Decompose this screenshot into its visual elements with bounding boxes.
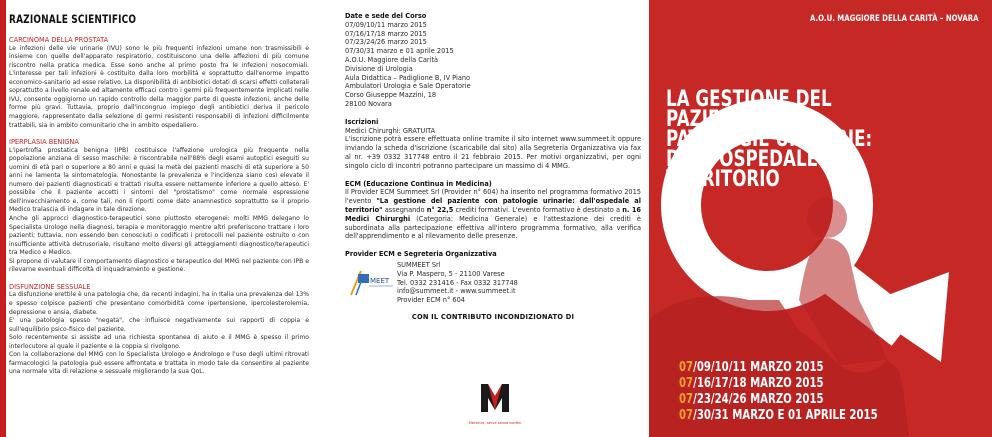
provider-line: Provider ECM n° 604	[397, 296, 465, 305]
cover-panel	[649, 0, 992, 437]
venue-line: Ambulatori Urologia e Sale Operatorie	[345, 82, 471, 91]
date-day: 07	[679, 376, 694, 391]
venue-line: 07/30/31 marzo e 01 aprile 2015	[345, 47, 454, 56]
venue-line: A.O.U. Maggiore della Carità	[345, 55, 439, 64]
section-text: La disfunzione erettile è una patologia che, da recenti indagini, ha in Italia una prevalenza del 13% e spesso colpisce pazienti che presentano comorbidità come ipertensione, ipercolesterolemia, depressione o ansia, diabete. E' una patologia spesso "negata", che influisce negativamente sui rapporti di coppia e sull'equilibrio psico-fisico del paziente. Solo recentemente si assiste ad una richiesta spontanea di aiuto e il MMG è spesso il primo interlocutore al quale il paziente e la coppia si rivolgono. Con la collaborazione del MMG con lo Specialista Urologo e Andrologo e l'uso degli ultimi ritrovati farmacologici la patologia può essere affrontata e trattata in modo tale da consentire al paziente una normale vita di relazione e sessuale migliorando la sua QoL.	[9, 291, 310, 376]
sponsor-logo	[468, 380, 522, 430]
registration-title: Iscrizioni	[345, 117, 379, 126]
section-title: CARCINOMA DELLA PROSTATA	[9, 36, 109, 44]
date-rest: /23/24/26 MARZO 2015	[693, 392, 824, 407]
scientific-rationale-column	[9, 12, 309, 385]
rationale-heading: RAZIONALE SCIENTIFICO	[9, 12, 137, 26]
ecm-course-name: "La gestione del paziente con patologie urinarie: dall'ospedale al territorio"	[345, 197, 641, 214]
section-title: DISFUNZIONE SESSUALE	[9, 282, 91, 291]
date-rest: /30/31 MARZO E 01 APRILE 2015	[693, 408, 878, 423]
registration-fee: Medici Chirurghi: GRATUITA	[345, 126, 436, 135]
sponsor-caption: CON IL CONTRIBUTO INCONDIZIONATO DI	[411, 312, 575, 321]
venue-line: 28100 Novara	[345, 99, 392, 108]
date-day: 07	[679, 360, 694, 375]
venue-title: Date e sede del Corso	[345, 12, 427, 20]
title-line: DALL'OSPEDALE AL	[666, 147, 848, 172]
ecm-text-part: Il Provider ECM Summeet Srl (Provider n° 604) ha inserito nel programma formativo 2015 l'evento	[345, 188, 641, 206]
date-day: 07	[679, 392, 694, 407]
date-rest: /16/17/18 MARZO 2015	[693, 376, 824, 391]
summeet-logo	[347, 268, 399, 298]
section-text: L'ipertrofia prostatica benigna (IPB) costituisce l'affezione urologica più frequente nella popolazione anziana di sesso maschile: è riscontrabile nell'88% degli esami autoptici eseguiti su uomini di età pari o superiore a 80 anni e quasi la metà dei pazienti maschi di età superiore a 50 anni ne lamenta la sintomatologia. Nonostante la prevalenza e l'incidenza siano così elevate il numero dei pazienti diagnosticati e trattati risulta essere nettamente inferiore a quello atteso. E' possibile che il paziente accetti i sintomi del "prostatismo" come normale espressione dell'invecchiamento e, come tali, non li riporti come dato anamnestico soprattutto se il proprio Medico tralascia di indagare in tale direzione. Anche gli approcci diagnostico-terapeutici sono piuttosto eterogenei: molti MMG delegano lo Specialista Urologo nella diagnosi, terapia e monitoraggio mentre altri preferiscono trattare i loro pazienti; tuttavia, non essendo ben conosciuti o codificati i protocolli nel paziente ostruito o con insufficiente attività detrusoriale, risultano molto diversi gli atteggiamenti diagnostico/terapeutici tra Medico e Medico. Si propone di valutare il comportamento diagnostico e terapeutico del MMG nel paziente con IPB e rilevarne eventuali difficoltà di inquadramento e gestione.	[9, 146, 309, 274]
course-dates	[679, 360, 878, 424]
ecm-block	[345, 180, 641, 242]
date-row	[679, 360, 878, 376]
section-title: IPERPLASIA BENIGNA	[9, 138, 79, 147]
ecm-text-part: assegnando	[382, 205, 427, 214]
provider-line: Tel. 0332 231416 - Fax 0332 317748	[397, 278, 518, 287]
provider-details	[397, 261, 641, 305]
venue-block	[345, 12, 641, 109]
date-rest: /09/10/11 MARZO 2015	[693, 360, 824, 375]
provider-block	[345, 250, 641, 305]
date-row	[679, 392, 878, 408]
venue-line: 07/16/17/18 marzo 2015	[345, 29, 427, 38]
venue-line: Aula Didattica – Padiglione B, IV Piano	[345, 73, 471, 82]
title-line: TERRITORIO	[666, 167, 780, 192]
ecm-text-part: crediti formativi. L'evento formativo è destinato a	[453, 205, 623, 214]
venue-line: Divisione di Urologia	[345, 64, 413, 73]
hospital-name: A.O.U. MAGGIORE DELLA CARITÀ – NOVARA	[809, 14, 978, 24]
provider-line: Via P. Maspero, 5 - 21100 Varese	[397, 269, 505, 278]
course-info-column	[345, 12, 641, 322]
ecm-text-part: (Categoria: Medicina Generale) e l'attestazione dei crediti è subordinata alla partecipazione effettiva all'intero programma formativo, alla verifica dell'apprendimento e al rilevamento delle presenze.	[345, 214, 641, 241]
left-red-strip	[0, 0, 6, 437]
title-line: LA GESTIONE DEL	[666, 87, 832, 112]
svg-text:Mecenici, serve senza confini: Mecenici, serve senza confini	[468, 421, 522, 425]
section-text: Le infezioni delle vie urinarie (IVU) sono le più frequenti infezioni umane non trasmissibili e insieme con quelle dell'apparato respiratorio, costituiscono una delle affezioni di più comune riscontro nella pratica medica. Esse sono anche al primo posto fra le infezioni nosocomiali. L'interesse per tali infezioni è costituito dalla loro morbilità e soprattutto dall'enorme impatto economico-sanitario ad esse relativo. La disponibilità di antibiotici dotati di scarsi effetti collaterali soprattutto a livello renale ed altamente efficaci contro i germi più frequentemente implicati nelle IVU, consente oggigiorno un rapido controllo della maggior parte di queste infezioni, anche delle forme più gravi. Tuttavia, proprio dall'incongruo impiego degli antibiotici deriva il pericolo maggiore, rappresentato dalla selezione di germi resistenti responsabili di infezioni difficilmente trattabili, sia in ambito comunitario che in ambito ospedaliero.	[9, 44, 309, 129]
date-day: 07	[679, 408, 694, 423]
provider-title: Provider ECM e Segreteria Organizzativa	[345, 250, 497, 259]
venue-line: 07/09/10/11 marzo 2015	[345, 20, 427, 29]
title-line: PATOLOGIE URINARIE:	[666, 127, 873, 152]
provider-line: info@summeet.it - www.summeet.it	[397, 287, 516, 296]
registration-block	[345, 118, 641, 171]
provider-line: SUMMEET Srl	[397, 260, 441, 269]
ecm-text	[345, 188, 641, 241]
ecm-credits: n° 22,5	[426, 205, 454, 214]
course-title	[666, 87, 917, 192]
section-sexual-dysfunction	[9, 283, 309, 377]
date-row	[679, 408, 878, 424]
ecm-title: ECM (Educazione Continua in Medicina)	[345, 179, 492, 188]
venue-line: Corso Giuseppe Mazzini, 18	[345, 91, 437, 100]
section-prostate-carcinoma	[9, 36, 309, 130]
svg-text:MEET: MEET	[370, 277, 390, 286]
section-benign-hyperplasia	[9, 138, 309, 275]
venue-line: 07/23/24/26 marzo 2015	[345, 38, 427, 47]
date-row	[679, 376, 878, 392]
registration-text: L'iscrizione potrà essere effettuata online tramite il sito internet www.summeet.it oppure inviando la scheda d'iscrizione (scaricabile dal sito) alla Segreteria Organizzativa via fax al nr. +39 0332 317748 entro il 21 febbraio 2015. Per motivi organizzativi, per ogni singolo ciclo di incontri potranno partecipare un massimo di 4 MMG.	[345, 135, 641, 170]
ecm-audience: n. 16 Medici Chirurghi	[345, 205, 641, 223]
title-line: PAZIENTE CON	[666, 107, 803, 132]
